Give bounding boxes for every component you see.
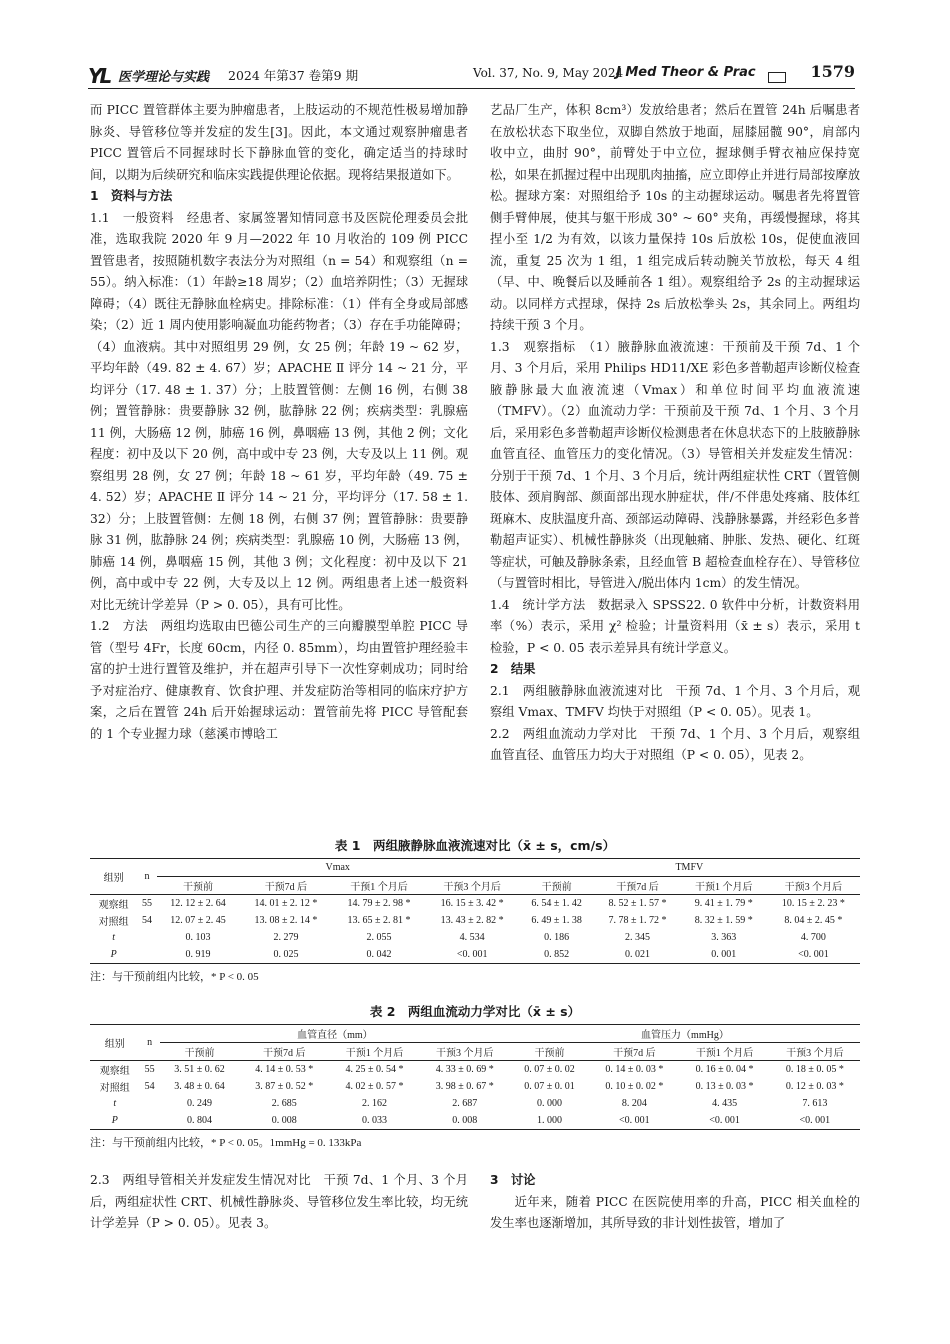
cell: 16. 15 ± 3. 42 * <box>440 898 504 909</box>
table-2 <box>90 1002 860 1150</box>
cell: 54 <box>144 1081 155 1092</box>
cell: 7. 78 ± 1. 72 * <box>608 915 667 926</box>
cell: 0. 103 <box>185 932 211 943</box>
cell: 13. 08 ± 2. 14 * <box>254 915 318 926</box>
cell: 观察组 <box>98 900 129 911</box>
cell: 0. 021 <box>625 949 651 960</box>
table-row <box>90 1061 860 1079</box>
sub-header: 干预7d 后 <box>616 882 659 893</box>
paragraph: 2.2 两组血流动力学对比 干预 7d、1 个月、3 个月后，观察组血管直径、血管压力均大于对照组（P < 0. 05），见表 2。 <box>490 726 860 762</box>
sub-header: 干预3 个月后 <box>786 1048 844 1059</box>
cell: 2. 687 <box>452 1098 478 1109</box>
paragraph: 1.1 一般资料 经患者、家属签署知情同意书及医院伦理委员会批准，选取我院 2020 年 9 月—2022 年 10 月收治的 109 例 PICC 置管患者，按照随机数字表法分为对照组（n = 54）和观察组（n = 55）。纳入标准：（1）年龄≥18 周岁；（2）血培养阴性；（3）无握球障碍；（4）既往无静脉血栓病史。排除标准：（1）伴有全身或局部感染；（2）近 1 周内使用影响凝血功能药物者；（3）存在手功能障碍；（4）血液病。其中对照组男 29 例，女 25 例；年龄 19 ~ 62 岁，平均年龄（49. 82 ± 4. 67）岁；APACHE Ⅱ 评分 14 ~ 21 分，平均评分（17. 48 ± 1. 37）分；上肢置管侧：左侧 16 例，右侧 38 例；置管静脉：贵要静脉 32 例，肱静脉 22 例；疾病类型：乳腺癌 11 例，大肠癌 12 例，肺癌 16 例，鼻咽癌 13 例，其他 2 例；文化程度：初中及以下 20 例，高中或中专 23 例，大专及以上 11 例。观察组男 28 例，女 27 例；年龄 18 ~ 61 岁，平均年龄（49. 75 ± 4. 52）岁；APACHE Ⅱ 评分 14 ~ 21 分，平均评分（17. 58 ± 1. 32）分；上肢置管侧：左侧 18 例，右侧 37 例；置管静脉：贵要静脉 31 例，肱静脉 24 例；疾病类型：乳腺癌 10 例，大肠癌 13 例，肺癌 14 例，鼻咽癌 15 例，其他 3 例；文化程度：初中及以下 21 例，高中或中专 22 例，大专及以上 12 例。两组患者上述一般资料对比无统计学差异（P > 0. 05），具有可比性。 <box>90 210 468 612</box>
cell: 0. 18 ± 0. 05 * <box>785 1064 844 1075</box>
table-1 <box>90 836 860 984</box>
cell: 14. 01 ± 2. 12 * <box>254 898 318 909</box>
cell: 4. 02 ± 0. 57 * <box>345 1081 404 1092</box>
cell: 8. 204 <box>621 1098 647 1109</box>
cell: 对照组 <box>98 917 129 928</box>
table-row <box>90 929 860 946</box>
col-group-header: TMFV <box>519 859 860 877</box>
cell: 0. 008 <box>452 1115 478 1126</box>
cell: 0. 10 ± 0. 02 * <box>605 1081 664 1092</box>
table-row <box>90 946 860 964</box>
cell: 54 <box>141 915 152 926</box>
cell: 8. 32 ± 1. 59 * <box>694 915 753 926</box>
sub-header: 干预7d 后 <box>613 1048 656 1059</box>
sub-header: 干预7d 后 <box>263 1048 306 1059</box>
cell: 0. 919 <box>185 949 211 960</box>
cell: t <box>112 932 116 943</box>
issue-info-cn: 2024 年第37 卷第9 期 <box>228 68 359 83</box>
cell <box>139 1112 159 1130</box>
section-heading: 1 资料与方法 <box>90 189 173 203</box>
cell: 4. 534 <box>459 932 485 943</box>
paragraph: 2.3 两组导管相关并发症发生情况对比 干预 7d、1 个月、3 个月后，两组症状性 CRT、机械性静脉炎、导管移位发生率比较，均无统计学差异（P > 0. 05）。见表 3。 <box>90 1173 468 1230</box>
sub-header: 干预1 个月后 <box>695 1048 754 1059</box>
cell: 12. 12 ± 2. 64 <box>170 898 226 909</box>
cell: 0. 025 <box>273 949 299 960</box>
bottom-right-column <box>490 1170 860 1235</box>
cell: 0. 249 <box>187 1098 213 1109</box>
paragraph: 艺品厂生产，体积 8cm³）发放给患者；然后在置管 24h 后嘱患者在放松状态下取坐位，双脚自然放于地面，屈膝屈髋 90°，肩部内收中立，曲肘 90°，前臂处于中立位，握球侧手臂衣袖应保持宽松，如果在抓握过程中出现肌肉抽搐，应立即停止并进行局部按摩放松。握球方案：对照组给予 10s 的主动握球运动。嘱患者先将置管侧手臂伸展，使其与躯干形成 30° ~ 60° 夹角，再缓慢握球，将其捏小至 1/2 为有效，以该力量保持 10s 后放松 10s，促使血液回流，重复 25 次为 1 组，1 组完成后转动腕关节放松，每天 4 组（早、中、晚餐后以及睡前各 1 组）。观察组给予 2s 的主动握球运动。以同样方式捏球，保持 2s 后放松拳头 2s，其余同上。两组均持续干预 3 个月。 <box>490 103 860 332</box>
cell: <0. 001 <box>799 1115 831 1126</box>
cell: 3. 87 ± 0. 52 * <box>255 1081 314 1092</box>
running-header <box>88 62 855 89</box>
cell: 4. 435 <box>712 1098 738 1109</box>
paragraph: 1.4 统计学方法 数据录入 SPSS22. 0 软件中分析，计数资料用率（%）表示，采用 χ² 检验；计量资料用（x̄ ± s）表示，采用 t 检验，P < 0. 05 表示差异具有统计学意义。 <box>490 597 860 655</box>
table-row <box>90 1078 860 1095</box>
table-1-grid <box>90 858 860 964</box>
col-group-header: 血管压力（mmHg） <box>510 1025 860 1043</box>
page-number: 1579 <box>810 62 855 81</box>
cell <box>137 946 156 964</box>
sub-header: 干预3 个月后 <box>443 882 501 893</box>
cell: 3. 363 <box>711 932 737 943</box>
cell: 0. 16 ± 0. 04 * <box>695 1064 754 1075</box>
right-column <box>490 100 860 767</box>
cell <box>137 929 156 946</box>
cell: 6. 54 ± 1. 42 <box>531 898 582 909</box>
cell: 2. 162 <box>362 1098 388 1109</box>
cell: <0. 001 <box>619 1115 650 1126</box>
cell: 55 <box>141 898 152 909</box>
left-column <box>90 100 468 745</box>
sub-header: 干预3 个月后 <box>784 882 843 893</box>
cell: 2. 345 <box>625 932 651 943</box>
bottom-left-column <box>90 1170 468 1235</box>
cell: P <box>110 949 117 960</box>
cell: 0. 852 <box>544 949 570 960</box>
cell: 0. 033 <box>362 1115 388 1126</box>
journal-logo: YL <box>88 64 110 88</box>
issue-info-en: Vol. 37, No. 9, May 2024 <box>473 66 624 80</box>
cell: 3. 98 ± 0. 67 * <box>435 1081 494 1092</box>
cell: 0. 14 ± 0. 03 * <box>605 1064 664 1075</box>
cell: 1. 000 <box>537 1115 563 1126</box>
cell: 0. 804 <box>187 1115 213 1126</box>
sub-header: 干预前 <box>184 1048 215 1059</box>
cell: 13. 65 ± 2. 81 * <box>347 915 411 926</box>
sub-header: 干预3 个月后 <box>436 1048 494 1059</box>
cell: 0. 12 ± 0. 03 * <box>785 1081 844 1092</box>
cell: 3. 48 ± 0. 64 <box>174 1081 225 1092</box>
table-note: 注：与干预前组内比较，* P < 0. 05 <box>90 971 259 983</box>
paragraph: 近年来，随着 PICC 在医院使用率的升高，PICC 相关血栓的发生率也逐渐增加，其所导致的非计划性拔管，增加了 <box>490 1194 860 1230</box>
col-group-header: Vmax <box>157 859 519 877</box>
cell: 0. 000 <box>537 1098 563 1109</box>
section-heading: 3 讨论 <box>490 1173 536 1187</box>
cell: 4. 700 <box>800 932 826 943</box>
col-header-n: n <box>139 1025 159 1061</box>
sub-header: 干预前 <box>534 1048 565 1059</box>
cell: 0. 07 ± 0. 01 <box>524 1081 575 1092</box>
cell: <0. 001 <box>709 1115 740 1126</box>
cell: P <box>111 1115 118 1126</box>
cell: 观察组 <box>99 1066 130 1077</box>
paragraph: 1.2 方法 两组均选取由巴德公司生产的三向瓣膜型单腔 PICC 导管（型号 4Fr，长度 60cm，内径 0. 85mm），均由置管护理经验丰富的护士进行置管及维护，并在超声引导下一次性穿刺成功；同时给予对症治疗、健康教育、饮食护理、并发症防治等相同的临床疗护方案，之后在置管 24h 后开始握球运动：置管前先将 PICC 导管配套的 1 个专业握力球（慈溪市博晗工 <box>90 619 468 741</box>
col-header-n: n <box>137 859 156 895</box>
cell: 4. 33 ± 0. 69 * <box>435 1064 494 1075</box>
sub-header: 干预7d 后 <box>264 882 308 893</box>
cell: 8. 04 ± 2. 45 * <box>784 915 843 926</box>
header-box-icon <box>768 72 786 83</box>
cell: 0. 042 <box>366 949 392 960</box>
cell: 13. 43 ± 2. 82 * <box>440 915 504 926</box>
cell: <0. 001 <box>798 949 829 960</box>
section-heading: 2 结果 <box>490 662 536 676</box>
cell: 6. 49 ± 1. 38 <box>531 915 582 926</box>
table-title: 表 1 两组腋静脉血液流速对比（x̄ ± s，cm/s） <box>334 838 616 853</box>
table-2-grid <box>90 1024 860 1130</box>
cell: 8. 52 ± 1. 57 * <box>608 898 667 909</box>
cell: <0. 001 <box>456 949 488 960</box>
cell: 10. 15 ± 2. 23 * <box>781 898 845 909</box>
table-row <box>90 895 860 913</box>
col-header-group: 组别 <box>90 859 137 895</box>
cell: 0. 13 ± 0. 03 * <box>695 1081 754 1092</box>
cell: 2. 279 <box>273 932 299 943</box>
journal-name-cn: 医学理论与实践 <box>118 70 210 85</box>
paragraph: 1.3 观察指标 （1）腋静脉血液流速：干预前及干预 7d、1 个月、3 个月后，采用 Philips HD11/XE 彩色多普勒超声诊断仪检查腋静脉最大血液流速（Vmax）和单位时间平均血液流速（TMFV）。（2）血流动力学：干预前及干预 7d、1 个月、3 个月后，采用彩色多普勒超声诊断仪检测患者在休息状态下的上肢腋静脉血管直径、血管压力的变化情况。（3）导管相关并发症发生情况：分别于干预 7d、1 个月、3 个月后，统计两组症状性 CRT（置管侧肢体、颈肩胸部、颜面部出现水肿症状，伴/不伴患处疼痛、肢体红斑麻木、皮肤温度升高、颈部运动障碍、浅静脉暴露，并经彩色多普勒超声证实）、机械性静脉炎（出现触痛、肿胀、发热、硬化、红斑等症状，可触及静脉条索，且经血管 B 超检查血栓存在）、导管移位（与置管时相比，导管进入/脱出体内 1cm）的发生情况。 <box>490 339 860 590</box>
col-group-header: 血管直径（mm） <box>160 1025 510 1043</box>
table-title: 表 2 两组血流动力学对比（x̄ ± s） <box>369 1004 581 1019</box>
cell: 0. 008 <box>271 1115 297 1126</box>
cell: 12. 07 ± 2. 45 <box>170 915 226 926</box>
paragraph: 2.1 两组腋静脉血液流速对比 干预 7d、1 个月、3 个月后，观察组 Vmax、TMFV 均快于对照组（P < 0. 05）。见表 1。 <box>490 683 860 719</box>
cell: 2. 685 <box>271 1098 297 1109</box>
cell <box>139 1095 159 1112</box>
cell: 0. 07 ± 0. 02 <box>524 1064 575 1075</box>
cell: 对照组 <box>99 1083 130 1094</box>
cell: 0. 186 <box>544 932 570 943</box>
table-row <box>90 912 860 929</box>
cell: 14. 79 ± 2. 98 * <box>347 898 411 909</box>
cell: 55 <box>144 1064 155 1075</box>
cell: 4. 25 ± 0. 54 * <box>345 1064 404 1075</box>
cell: 3. 51 ± 0. 62 <box>174 1064 225 1075</box>
paragraph: 而 PICC 置管群体主要为肿瘤患者，上肢运动的不规范性极易增加静脉炎、导管移位等并发症的发生[3]。因此，本文通过观察肿瘤患者 PICC 置管后不同握球时长下静脉血管的变化，确定适当的持球时间，以期为后续研究和临床实践提供理论依据。现将结果报道如下。 <box>90 103 468 182</box>
col-header-group: 组别 <box>90 1025 139 1061</box>
cell: 2. 055 <box>366 932 392 943</box>
cell: t <box>113 1098 117 1109</box>
sub-header: 干预1 个月后 <box>694 882 753 893</box>
table-note: 注：与干预前组内比较，* P < 0. 05。1mmHg = 0. 133kPa <box>90 1137 362 1149</box>
cell: 4. 14 ± 0. 53 * <box>255 1064 314 1075</box>
sub-header: 干预1 个月后 <box>345 1048 404 1059</box>
journal-name-en: J Med Theor & Prac <box>616 65 756 80</box>
cell: 9. 41 ± 1. 79 * <box>694 898 753 909</box>
table-row <box>90 1112 860 1130</box>
sub-header: 干预1 个月后 <box>350 882 408 893</box>
table-row <box>90 1095 860 1112</box>
cell: 7. 613 <box>802 1098 828 1109</box>
sub-header: 干预前 <box>541 882 572 893</box>
cell: 0. 001 <box>711 949 737 960</box>
sub-header: 干预前 <box>183 882 214 893</box>
